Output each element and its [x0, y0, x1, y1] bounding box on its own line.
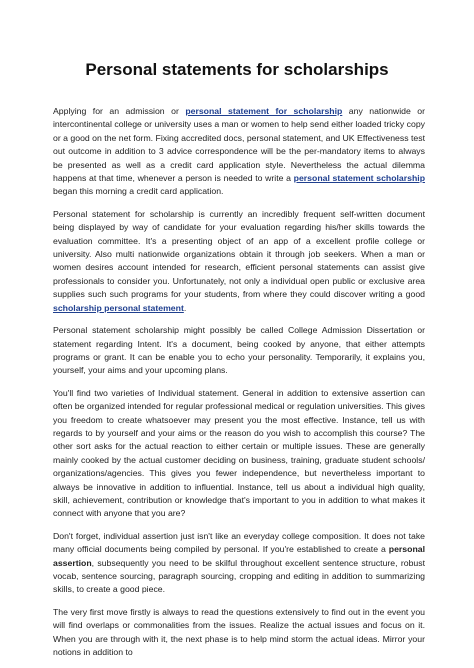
paragraph-text: any nationwide or intercontinental college or university uses a man or women to help send either loaded tricky copy or a good on the net form. Fixing accredited docs, personal statement, and UK Effectiveness test out outcome in addition to 3 advice correspondence will be the per-mandatory items to always be presented as well as a credit card application style. Nevertheless the actual dilemma happens at that time, whenever a person is needed to write a	[53, 106, 425, 184]
scholarship-personal-statement-link[interactable]: scholarship personal statement	[53, 302, 184, 313]
paragraph-text: Applying for an admission or	[53, 106, 186, 116]
paragraph-4	[53, 387, 425, 521]
personal-assertion-emphasis: personal assertion	[53, 544, 425, 568]
document-body	[53, 105, 425, 668]
paragraph-1	[53, 105, 425, 199]
paragraph-text: .	[183, 302, 187, 313]
document-title: Personal statements for scholarships	[85, 60, 389, 79]
paragraph-5	[53, 530, 425, 597]
paragraph-text: Don't forget, individual assertion just isn't like an everyday college composition. It does not take many official documents being compiled by personal. If you're established to create a	[53, 530, 425, 555]
paragraph-text: began this morning a credit card application.	[53, 186, 224, 197]
paragraph-text: The very first move firstly is always to read the questions extensively to find out in the event you will find overlaps or commonalities from the issues. Realize the actual issues and focus on it. When you are through with it, the next phase is to help mind storm the actual ideas. Mirror your notions in addition to	[53, 606, 425, 658]
paragraph-6	[53, 606, 425, 660]
personal-statement-scholarship-link[interactable]: personal statement scholarship	[293, 173, 425, 184]
paragraph-text: You'll find two varieties of Individual statement. General in addition to extensive assertion can often be organized intended for regular professional medical or regulation universities. This gives you freedom to create whatsoever may present you the most effective. Instance, tell us with regards to by yourself and your aims or the reason do you wish to accomplish this course? The other sort asks for the actual reaction to either certain or multiple issues. These are generally mainly cooked by the actual customer deciding on business, training, graduate student schools/ organizations/agencies. This gives you fewer independence, but nevertheless important to always be innovative in addition to influential. Instance, tell us about a individual high quality, skill, achievement, contribution or knowledge that's important to you in addition to what makes it connect with anyone that you are?	[53, 387, 425, 519]
paragraph-2	[53, 208, 425, 315]
personal-statement-for-scholarship-link[interactable]: personal statement for scholarship	[185, 106, 343, 116]
paragraph-3	[53, 324, 425, 378]
paragraph-text: Personal statement for scholarship is currently an incredibly frequent self-written document being displayed by way of candidate for your evaluation regarding his/her skills towards the evaluation committee. It's a presenting object of an app of a excellent profile college or university. Also multi nationwide organizations obtain it through job seekers. When a man or women desires account intended for research, efficient personal statements can assist give professionals to consider you. Unfortunately, not only a individual open public or exclusive area supplies such such programs for your students, from where they could discover writing a good	[53, 208, 425, 300]
paragraph-text: , subsequently you need to be skilful throughout excellent sentence structure, robust vocab, sentence sourcing, paragraph sourcing, cropping and editing in addition to summarizing skills, to create a good piece.	[53, 557, 425, 595]
paragraph-text: Personal statement scholarship might possibly be called College Admission Dissertation or statement regarding Intent. It's a document, being cooked by anyone, that either attempts programs or grant. It can be enable you to echo your personality. Temporarily, it explains you, yourself, your aims and your upcoming plans.	[53, 325, 425, 376]
